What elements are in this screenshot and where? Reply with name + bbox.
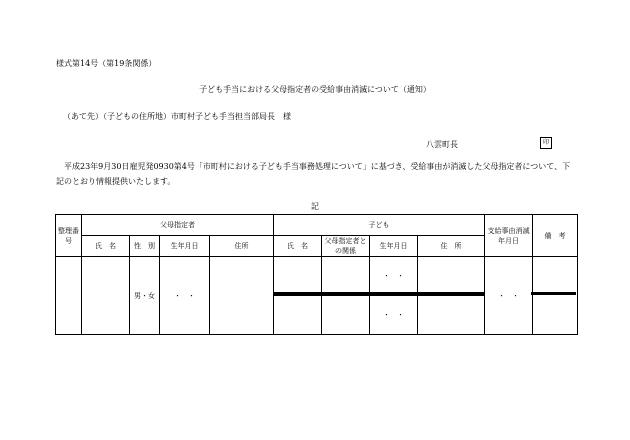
info-table — [55, 214, 578, 335]
cell-child1-name — [274, 257, 322, 296]
header-parent-address: 住所 — [210, 236, 274, 257]
seal-mark: 印 — [540, 137, 552, 149]
cell-child2-name — [274, 296, 322, 335]
cell-parent-name — [82, 257, 130, 335]
body-text: 平成23年9月30日雇児発0930第4号「市町村における子ども手当事務処理について」に基づき、受給事由が消滅した父母指定者について、下記のとおり情報提供いたします。 — [56, 162, 571, 186]
biko-separator — [531, 292, 576, 295]
sender-name: 八雲町長 — [426, 140, 458, 149]
addressee: （あて先）（子どもの住所地）市町村子ども手当担当部局長 様 — [63, 112, 291, 121]
header-child-address: 住 所 — [418, 236, 485, 257]
header-seiri-bango: 整理番号 — [56, 215, 82, 257]
cell-parent-gender: 男・女 — [130, 257, 160, 335]
header-shikyu-shometsu: 支給事由消滅年月日 — [485, 215, 533, 257]
cell-parent-birthdate: ・ ・ — [160, 257, 210, 335]
cell-child2-relation — [322, 296, 370, 335]
cell-child1-relation — [322, 257, 370, 296]
cell-child2-birthdate: ・ ・ — [370, 296, 418, 335]
document-title: 子ども手当における父母指定者の受給事由消滅について（通知） — [199, 85, 431, 94]
header-child-relation: 父母指定者との関係 — [322, 236, 370, 257]
ki-heading: 記 — [311, 202, 319, 211]
cell-child2-address — [418, 296, 485, 335]
cell-shikyu: ・ ・ — [485, 257, 533, 335]
cell-parent-address — [210, 257, 274, 335]
cell-child1-birthdate: ・ ・ — [370, 257, 418, 296]
header-biko: 備 考 — [533, 215, 578, 257]
header-parent-group: 父母指定者 — [82, 215, 274, 236]
form-number: 様式第14号（第19条関係） — [56, 59, 157, 68]
header-child-birthdate: 生年月日 — [370, 236, 418, 257]
cell-child1-address — [418, 257, 485, 296]
cell-biko — [533, 257, 578, 335]
cell-seiri — [56, 257, 82, 335]
header-parent-name: 氏 名 — [82, 236, 130, 257]
child-row-separator — [273, 292, 485, 295]
header-parent-gender: 性 別 — [130, 236, 160, 257]
header-child-name: 氏 名 — [274, 236, 322, 257]
header-child-group: 子ども — [274, 215, 485, 236]
header-parent-birthdate: 生年月日 — [160, 236, 210, 257]
